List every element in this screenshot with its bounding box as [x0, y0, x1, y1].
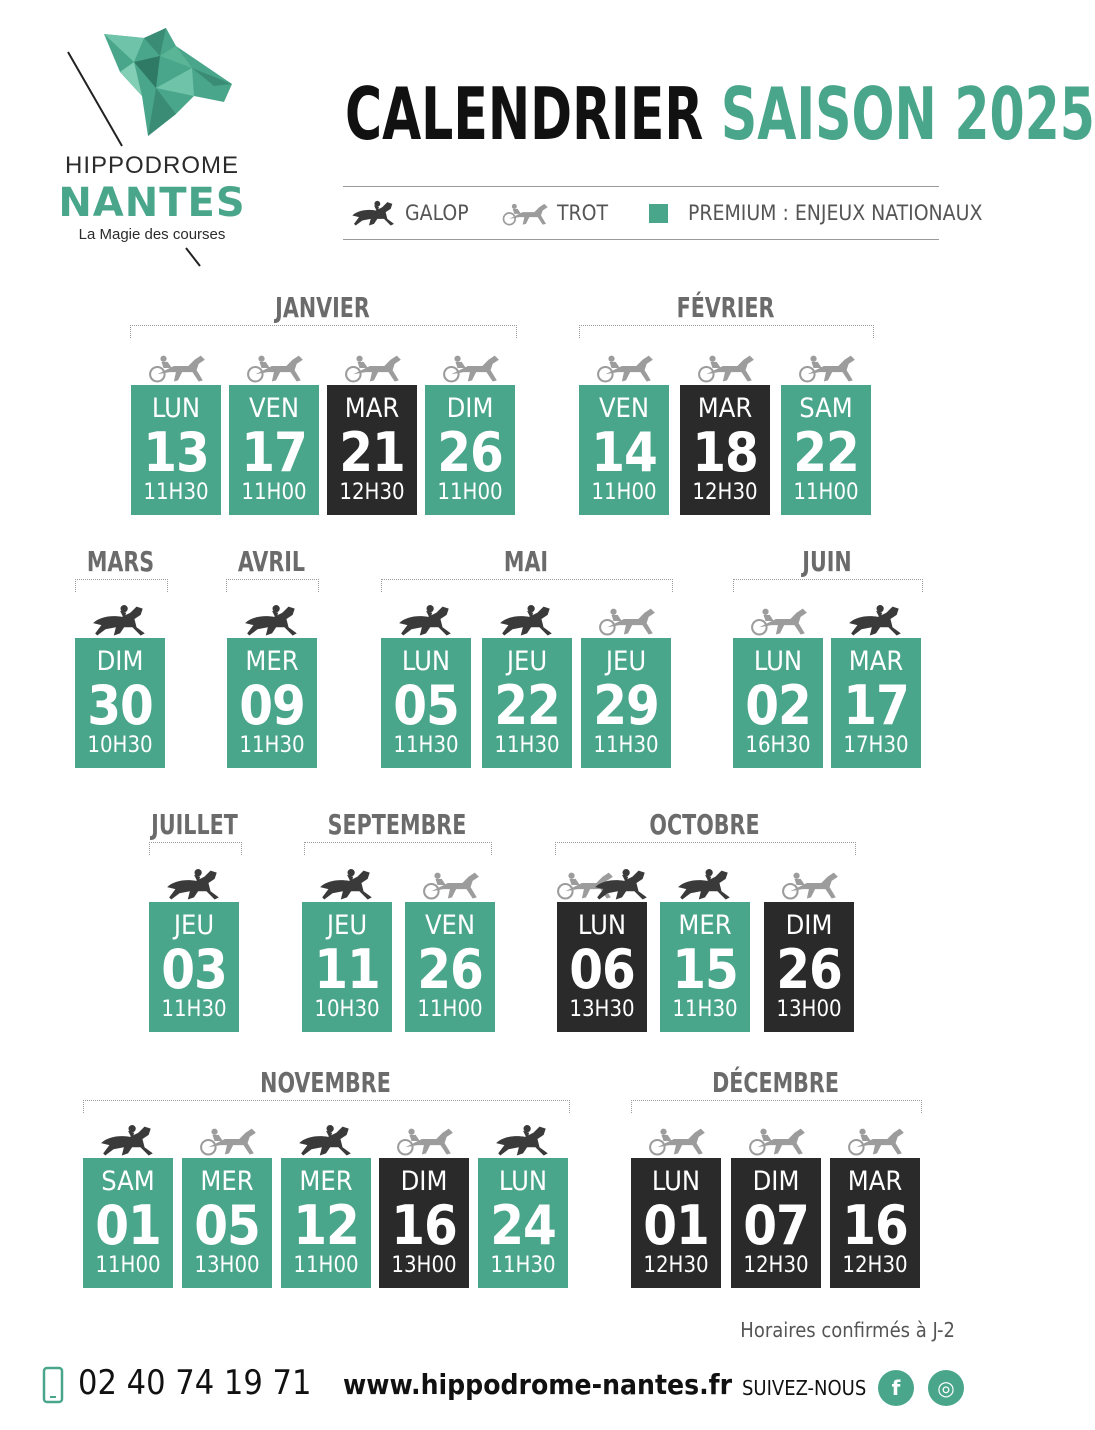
race-date-card — [405, 902, 495, 1032]
facebook-icon[interactable]: f — [878, 1370, 914, 1406]
race-weekday: JEU — [326, 910, 368, 941]
phone-number[interactable]: 02 40 74 19 71 — [78, 1363, 312, 1403]
race-date-card — [381, 638, 471, 768]
race-weekday: LUN — [401, 646, 451, 677]
trot-sulky-icon — [421, 866, 483, 902]
race-day-number: 14 — [591, 421, 657, 484]
race-day-number: 11 — [314, 938, 380, 1001]
month-label: AVRIL — [237, 545, 306, 578]
race-date-card — [660, 902, 750, 1032]
race-weekday: LUN — [498, 1166, 548, 1197]
race-time: 11H30 — [161, 997, 227, 1022]
race-time: 13H30 — [569, 997, 635, 1022]
race-date-card — [302, 902, 392, 1032]
race-date-card — [281, 1158, 371, 1288]
race-weekday: MAR — [697, 393, 753, 424]
trot-sulky-icon — [696, 349, 758, 385]
instagram-icon[interactable]: ◎ — [928, 1370, 964, 1406]
legend-trot — [501, 187, 608, 239]
race-time: 13H00 — [194, 1253, 260, 1278]
race-weekday: DIM — [96, 646, 144, 677]
race-day-number: 21 — [339, 421, 405, 484]
race-weekday: VEN — [598, 393, 650, 424]
race-weekday: DIM — [446, 393, 494, 424]
legend-galop — [349, 187, 469, 239]
race-time: 13H00 — [776, 997, 842, 1022]
race-date-card — [680, 385, 770, 515]
galop-horse-icon — [395, 602, 457, 638]
race-day-number: 16 — [391, 1194, 457, 1257]
race-weekday: DIM — [400, 1166, 448, 1197]
race-day-number: 15 — [672, 938, 738, 1001]
race-time: 11H30 — [494, 733, 560, 758]
month-label: OCTOBRE — [649, 808, 760, 841]
month-bracket — [83, 1100, 570, 1113]
trot-sulky-icon — [597, 602, 659, 638]
race-day-number: 02 — [745, 674, 811, 737]
page-title — [345, 70, 1095, 160]
month-label: JUIN — [802, 545, 852, 578]
galop-horse-icon — [591, 866, 653, 902]
race-time: 11H00 — [95, 1253, 161, 1278]
race-weekday: MAR — [344, 393, 400, 424]
month-label: MARS — [86, 545, 155, 578]
race-day-number: 05 — [194, 1194, 260, 1257]
race-weekday: LUN — [753, 646, 803, 677]
race-date-card — [227, 638, 317, 768]
legend — [343, 186, 983, 240]
trot-sulky-icon — [595, 349, 657, 385]
race-time: 11H30 — [490, 1253, 556, 1278]
race-time: 11H00 — [591, 480, 657, 505]
race-time: 11H00 — [293, 1253, 359, 1278]
trot-sulky-icon — [441, 349, 503, 385]
galop-horse-icon — [674, 866, 736, 902]
race-time: 12H30 — [692, 480, 758, 505]
premium-square-icon — [649, 204, 668, 223]
race-date-card — [379, 1158, 469, 1288]
trot-sulky-icon — [647, 1122, 709, 1158]
month-label: NOVEMBRE — [260, 1066, 391, 1099]
race-time: 12H30 — [339, 480, 405, 505]
race-weekday: LUN — [577, 910, 627, 941]
race-weekday: MAR — [848, 646, 904, 677]
logo-nantes-text: NANTES — [58, 180, 246, 226]
race-weekday: LUN — [651, 1166, 701, 1197]
race-day-number: 22 — [494, 674, 560, 737]
race-date-card — [149, 902, 239, 1032]
race-time: 11H30 — [672, 997, 738, 1022]
race-date-card — [478, 1158, 568, 1288]
galop-horse-icon — [295, 1122, 357, 1158]
race-date-card — [830, 1158, 920, 1288]
trot-sulky-icon — [846, 1122, 908, 1158]
galop-horse-icon — [349, 198, 399, 228]
month-bracket — [75, 579, 168, 592]
race-time: 11H30 — [393, 733, 459, 758]
race-weekday: MER — [245, 646, 299, 677]
month-label: MAI — [503, 545, 549, 578]
race-weekday: MER — [299, 1166, 353, 1197]
month-bracket — [304, 842, 492, 855]
race-day-number: 05 — [393, 674, 459, 737]
race-time: 12H30 — [643, 1253, 709, 1278]
race-day-number: 17 — [843, 674, 909, 737]
galop-horse-icon — [89, 602, 151, 638]
race-day-number: 01 — [95, 1194, 161, 1257]
phone-icon — [42, 1366, 64, 1404]
galop-horse-icon — [845, 602, 907, 638]
month-label: FÉVRIER — [676, 291, 775, 324]
legend-premium — [649, 187, 982, 239]
race-day-number: 13 — [143, 421, 209, 484]
race-weekday: DIM — [785, 910, 833, 941]
race-day-number: 07 — [743, 1194, 809, 1257]
legend-premium-label: PREMIUM : ENJEUX NATIONAUX — [688, 201, 983, 225]
title-saison: SAISON 2025 — [720, 72, 1095, 156]
race-weekday: DIM — [752, 1166, 800, 1197]
race-date-card — [229, 385, 319, 515]
race-time: 11H30 — [593, 733, 659, 758]
title-calendrier: CALENDRIER — [345, 72, 704, 156]
month-bracket — [579, 325, 874, 338]
month-label: SEPTEMBRE — [327, 808, 467, 841]
trot-sulky-icon — [747, 1122, 809, 1158]
race-date-card — [731, 1158, 821, 1288]
race-weekday: LUN — [151, 393, 201, 424]
trot-sulky-icon — [198, 1122, 260, 1158]
galop-horse-icon — [496, 602, 558, 638]
trot-sulky-icon — [395, 1122, 457, 1158]
race-date-card — [425, 385, 515, 515]
race-date-card — [831, 638, 921, 768]
month-bracket — [226, 579, 319, 592]
race-day-number: 18 — [692, 421, 758, 484]
trot-sulky-icon — [245, 349, 307, 385]
month-bracket — [130, 325, 517, 338]
galop-horse-icon — [97, 1122, 159, 1158]
race-date-card — [581, 638, 671, 768]
race-day-number: 03 — [161, 938, 227, 1001]
race-day-number: 26 — [776, 938, 842, 1001]
race-date-card — [557, 902, 647, 1032]
race-day-number: 26 — [437, 421, 503, 484]
trot-sulky-icon — [797, 349, 859, 385]
legend-trot-label: TROT — [557, 201, 609, 225]
race-date-card — [327, 385, 417, 515]
race-date-card — [733, 638, 823, 768]
race-day-number: 16 — [842, 1194, 908, 1257]
month-bracket — [149, 842, 242, 855]
race-time: 11H30 — [143, 480, 209, 505]
race-time: 11H30 — [239, 733, 305, 758]
race-time: 11H00 — [437, 480, 503, 505]
race-time: 10H30 — [87, 733, 153, 758]
race-date-card — [182, 1158, 272, 1288]
trot-sulky-icon — [501, 198, 551, 228]
race-day-number: 12 — [293, 1194, 359, 1257]
race-date-card — [131, 385, 221, 515]
race-weekday: MER — [200, 1166, 254, 1197]
month-bracket — [555, 842, 856, 855]
trot-sulky-icon — [749, 602, 811, 638]
race-day-number: 09 — [239, 674, 305, 737]
galop-horse-icon — [492, 1122, 554, 1158]
race-date-card — [75, 638, 165, 768]
race-day-number: 01 — [643, 1194, 709, 1257]
race-day-number: 22 — [793, 421, 859, 484]
race-weekday: MER — [678, 910, 732, 941]
month-label: DÉCEMBRE — [712, 1066, 839, 1099]
galop-horse-icon — [241, 602, 303, 638]
race-weekday: VEN — [248, 393, 300, 424]
race-weekday: MAR — [847, 1166, 903, 1197]
month-label: JANVIER — [275, 291, 370, 324]
trot-sulky-icon — [780, 866, 842, 902]
follow-us-label: SUIVEZ-NOUS — [742, 1376, 867, 1400]
race-time: 16H30 — [745, 733, 811, 758]
month-bracket — [631, 1100, 922, 1113]
race-time: 13H00 — [391, 1253, 457, 1278]
galop-horse-icon — [316, 866, 378, 902]
race-time: 11H00 — [417, 997, 483, 1022]
race-time: 17H30 — [843, 733, 909, 758]
race-day-number: 24 — [490, 1194, 556, 1257]
race-time: 10H30 — [314, 997, 380, 1022]
race-day-number: 30 — [87, 674, 153, 737]
race-time: 11H00 — [793, 480, 859, 505]
race-day-number: 17 — [241, 421, 307, 484]
race-time: 12H30 — [842, 1253, 908, 1278]
race-date-card — [764, 902, 854, 1032]
race-day-number: 29 — [593, 674, 659, 737]
race-day-number: 26 — [417, 938, 483, 1001]
race-weekday: SAM — [101, 1166, 155, 1197]
race-date-card — [579, 385, 669, 515]
race-weekday: JEU — [173, 910, 215, 941]
race-date-card — [482, 638, 572, 768]
race-date-card — [83, 1158, 173, 1288]
race-time: 12H30 — [743, 1253, 809, 1278]
logo-tagline: La Magie des courses — [78, 226, 226, 243]
race-weekday: JEU — [605, 646, 647, 677]
month-label: JUILLET — [151, 808, 238, 841]
trot-sulky-icon — [343, 349, 405, 385]
race-day-number: 06 — [569, 938, 635, 1001]
race-date-card — [631, 1158, 721, 1288]
trot-sulky-icon — [147, 349, 209, 385]
horse-head-logo-icon — [64, 24, 254, 149]
logo-slash-decoration — [184, 246, 204, 268]
website-link[interactable]: www.hippodrome-nantes.fr — [343, 1368, 733, 1401]
month-bracket — [733, 579, 923, 592]
galop-horse-icon — [163, 866, 225, 902]
logo-hippodrome-text: HIPPODROME — [64, 152, 239, 179]
race-weekday: JEU — [506, 646, 548, 677]
schedule-note: Horaires confirmés à J-2 — [740, 1318, 955, 1342]
race-date-card — [781, 385, 871, 515]
race-time: 11H00 — [241, 480, 307, 505]
month-bracket — [381, 579, 673, 592]
legend-galop-label: GALOP — [405, 201, 469, 225]
race-weekday: SAM — [799, 393, 853, 424]
race-weekday: VEN — [424, 910, 476, 941]
